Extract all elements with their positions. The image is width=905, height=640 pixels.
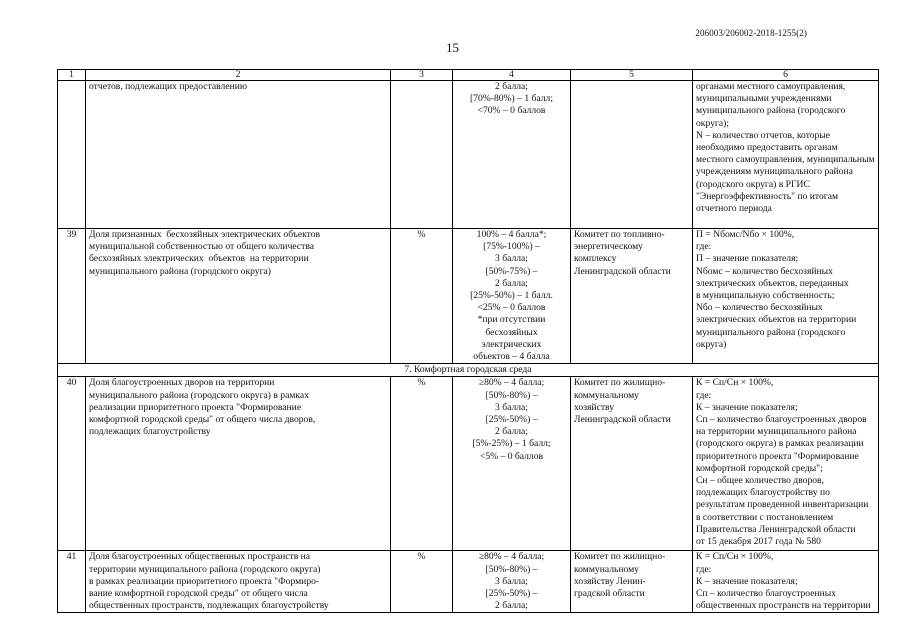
indicator-name <box>86 81 391 229</box>
cell-line: комплексу <box>574 253 617 265</box>
cell-line: коммунальному <box>574 563 639 575</box>
cell-line: 3 балла; <box>495 401 528 413</box>
cell-line: в муниципальную собственность; <box>696 290 835 302</box>
cell-line: 3 балла; <box>495 575 528 587</box>
cell-line: хозяйству <box>574 401 615 413</box>
cell-line: электрических объектов на территории <box>696 314 857 326</box>
cell-line: Ленинградской области <box>574 414 671 426</box>
cell-line: территории муниципального района (городского округа) <box>89 563 321 575</box>
cell-line: Сп – количество благоустроенных <box>696 588 836 600</box>
responsible-body <box>571 81 693 229</box>
cell-line: ≥80% – 4 балла; <box>478 551 545 563</box>
cell-line: комфортной городской среды" от общего числа дворов, <box>89 414 316 426</box>
cell-line: отчетов, подлежащих предоставлению <box>89 81 248 92</box>
cell-line: [50%-80%) – <box>485 389 538 401</box>
cell-line: ≥80% – 4 балла; <box>478 377 545 389</box>
cell-line: [25%-50%) – <box>485 588 538 600</box>
cell-line: Комитет по жилищно- <box>574 377 666 389</box>
calculation-method <box>693 81 879 229</box>
cell-line: в рамках реализации приоритетного проекта "Формиро- <box>89 575 320 587</box>
cell-line: бесхозяйных электрических объектов на территории <box>89 253 309 265</box>
cell-line: (городского округа) в РГИС <box>696 178 810 190</box>
cell-line: 2 балла; <box>495 81 528 92</box>
cell-line: Доля признанных бесхозяйных электрических объектов <box>89 229 321 240</box>
cell-line: подлежащих благоустройству <box>89 426 211 438</box>
calculation-method <box>693 377 879 551</box>
table-row-40 <box>58 377 879 551</box>
indicator-name <box>86 229 391 364</box>
cell-line: муниципального района (городского округа) в рамках <box>89 389 309 401</box>
cell-line: объектов – 4 балла <box>473 351 550 363</box>
cell-line: органами местного самоуправления, <box>696 81 846 92</box>
calculation-method <box>693 551 879 613</box>
scoring-criteria <box>453 229 571 364</box>
row-number: 40 <box>58 377 86 551</box>
cell-line: *при отсутствии <box>477 314 546 326</box>
cell-line: К = Сп/Сн × 100%, <box>696 377 774 389</box>
cell-line: от 15 декабря 2017 года № 580 <box>696 536 821 548</box>
cell-line: в соответствии с постановлением <box>696 511 834 523</box>
document-number: 206003/206002-2018-1255(2) <box>695 28 807 38</box>
cell-line: хозяйству Ленин- <box>574 575 646 587</box>
row-number: 39 <box>58 229 86 364</box>
cell-line: результатам проведенной инвентаризации <box>696 499 869 511</box>
cell-line: [25%-50%) – 1 балл. <box>470 290 553 302</box>
cell-line: энергетическому <box>574 241 643 253</box>
cell-line: муниципальной собственностью от общего количества <box>89 241 314 253</box>
indicator-name <box>86 377 391 551</box>
table-row-41 <box>58 551 879 613</box>
cell-line: 2 балла; <box>495 600 528 612</box>
cell-line: Nбомс – количество бесхозяйных <box>696 265 833 277</box>
cell-line: К – значение показателя; <box>696 401 798 413</box>
cell-line: комфортной городской среды"; <box>696 462 823 474</box>
cell-line: Сн – общее количество дворов, <box>696 475 824 487</box>
scoring-criteria <box>453 81 571 229</box>
cell-line: П = Nбомс/Nбо × 100%, <box>696 229 795 240</box>
cell-line: Правительства Ленинградской области <box>696 523 856 535</box>
cell-line: N – количество отчетов, которые <box>696 129 831 141</box>
responsible-body <box>571 551 693 613</box>
cell-line: отчетного периода <box>696 203 772 215</box>
unit: % <box>391 229 453 364</box>
cell-line: "Энергоэффективность" по итогам <box>696 190 839 202</box>
cell-line: 3 балла; <box>495 253 528 265</box>
cell-line: учреждениям муниципального района <box>696 166 853 178</box>
row-number: 41 <box>58 551 86 613</box>
page-number: 15 <box>446 40 459 55</box>
cell-line: П – значение показателя; <box>696 253 799 265</box>
cell-line: К – значение показателя; <box>696 575 798 587</box>
cell-line: 2 балла; <box>495 426 528 438</box>
indicators-table <box>57 69 879 613</box>
column-header-5: 5 <box>571 70 693 81</box>
cell-line: [25%-50%) – <box>485 414 538 426</box>
cell-line: [5%-25%) – 1 балл; <box>472 438 551 450</box>
indicator-name <box>86 551 391 613</box>
cell-line: необходимо предоставить органам <box>696 142 838 154</box>
column-number-row <box>58 70 879 81</box>
calculation-method <box>693 229 879 364</box>
cell-line: вание комфортной городской среды" от общего числа <box>89 588 308 600</box>
cell-line: Доля благоустроенных дворов на территории <box>89 377 275 389</box>
cell-line: Комитет по жилищно- <box>574 551 666 563</box>
cell-line: коммунальному <box>574 389 639 401</box>
cell-line: приоритетного проекта "Формирование <box>696 450 859 462</box>
table-row-continuation <box>58 81 879 229</box>
cell-line: общественных пространств на территории <box>696 600 871 612</box>
cell-line: Комитет по топливно- <box>574 229 665 240</box>
cell-line: градской области <box>574 588 645 600</box>
cell-line: (городского округа) в рамках реализации <box>696 438 864 450</box>
column-header-1: 1 <box>58 70 86 81</box>
section-heading: 7. Комфортная городская среда <box>58 364 879 377</box>
column-header-2: 2 <box>86 70 391 81</box>
cell-line: местного самоуправления, муниципальным <box>696 154 875 166</box>
cell-line: 2 балла; <box>495 277 528 289</box>
cell-line: электрических объектов, переданных <box>696 277 849 289</box>
cell-line: где: <box>696 241 712 253</box>
cell-line: муниципальными учреждениями <box>696 93 832 105</box>
unit: % <box>391 377 453 551</box>
cell-line: <70% – 0 баллов <box>477 105 546 117</box>
cell-line: [75%-100%) – <box>483 241 540 253</box>
responsible-body <box>571 377 693 551</box>
cell-line: муниципального района (городского округа) <box>89 265 271 277</box>
cell-line: реализации приоритетного проекта "Формирование <box>89 401 302 413</box>
cell-line: Доля благоустроенных общественных пространств на <box>89 551 311 563</box>
cell-line: Сп – количество благоустроенных дворов <box>696 414 867 426</box>
cell-line: К = Сп/Сн × 100%, <box>696 551 774 563</box>
unit: % <box>391 551 453 613</box>
cell-line: где: <box>696 563 712 575</box>
scoring-criteria <box>453 377 571 551</box>
column-header-3: 3 <box>391 70 453 81</box>
cell-line: на территории муниципального района <box>696 426 857 438</box>
cell-line: Ленинградской области <box>574 265 671 277</box>
cell-line: округа); <box>696 117 729 129</box>
column-header-4: 4 <box>453 70 571 81</box>
table-row-39 <box>58 229 879 364</box>
cell-line: [50%-75%) – <box>485 265 538 277</box>
row-number <box>58 81 86 229</box>
column-header-6: 6 <box>693 70 879 81</box>
responsible-body <box>571 229 693 364</box>
cell-line: муниципального района (городского <box>696 326 846 338</box>
cell-line: электрических <box>481 338 542 350</box>
cell-line: <25% – 0 баллов <box>477 302 546 314</box>
cell-line: [50%-80%) – <box>485 563 538 575</box>
cell-line: [70%-80%) – 1 балл; <box>469 93 553 105</box>
cell-line: 100% – 4 балла*; <box>476 229 547 240</box>
scoring-criteria <box>453 551 571 613</box>
cell-line: муниципального района (городского <box>696 105 846 117</box>
cell-line: подлежащих благоустройству по <box>696 487 830 499</box>
unit <box>391 81 453 229</box>
cell-line: округа) <box>696 338 727 350</box>
cell-line: общественных пространств, подлежащих благоустройству <box>89 600 329 612</box>
cell-line: Nбо – количество бесхозяйных <box>696 302 823 314</box>
cell-line: бесхозяйных <box>485 326 538 338</box>
cell-line: где: <box>696 389 712 401</box>
cell-line: <5% – 0 баллов <box>479 450 544 462</box>
section-heading-row <box>58 364 879 377</box>
